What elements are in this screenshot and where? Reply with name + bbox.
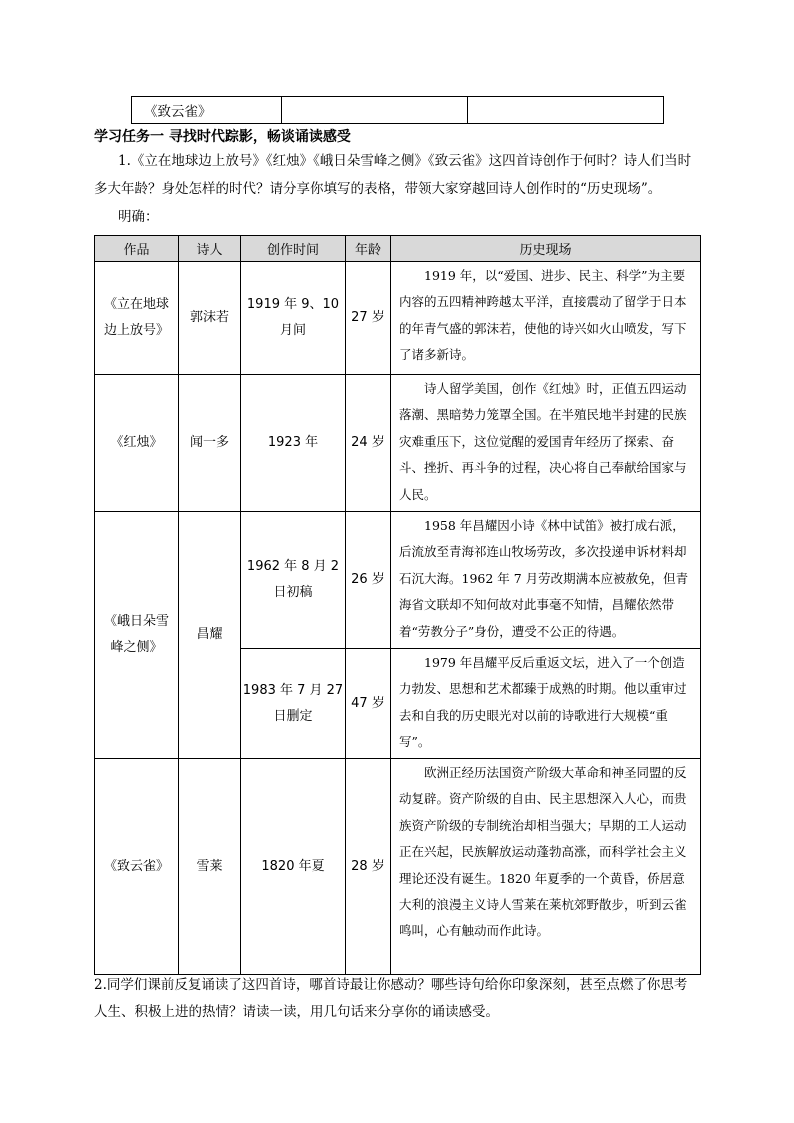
- header-history: 历史现场: [391, 236, 701, 262]
- cell-work: 《立在地球 边上放号》: [95, 262, 179, 375]
- cell-age: 27 岁: [346, 262, 391, 375]
- table-cell-work: 《致云雀》: [132, 97, 282, 124]
- header-age: 年龄: [346, 236, 391, 262]
- table-row: [132, 97, 664, 124]
- question-1-line-2: 多大年龄？身处怎样的时代？请分享你填写的表格，带领大家穿越回诗人创作时的“历史现场”。: [94, 181, 662, 197]
- clarify-label: 明确：: [118, 209, 159, 225]
- question-2-line-1: 2.同学们课前反复诵读了这四首诗，哪首诗最让你感动？哪些诗句给你印象深刻，甚至点燃了你思考: [94, 977, 688, 993]
- cell-age: 26 岁: [346, 512, 391, 649]
- table-cell-empty: [468, 97, 664, 124]
- cell-history: 1979 年昌耀平反后重返文坛，进入了一个创造力勃发、思想和艺术都臻于成熟的时期。他以重审过去和自我的历史眼光对以前的诗歌进行大规模“重写”。: [391, 649, 701, 759]
- header-work: 作品: [95, 236, 179, 262]
- question-1-line-1: 1.《立在地球边上放号》《红烛》《峨日朵雪峰之侧》《致云雀》这四首诗创作于何时？诗人们当时: [118, 153, 692, 169]
- cell-time: 1923 年: [241, 375, 346, 512]
- cell-age: 28 岁: [346, 759, 391, 975]
- poetry-context-table: [94, 235, 701, 975]
- table-row: [95, 375, 701, 512]
- cell-work: 《峨日朵雪 峰之侧》: [95, 512, 179, 759]
- header-time: 创作时间: [241, 236, 346, 262]
- cell-time: 1962 年 8 月 2 日初稿: [241, 512, 346, 649]
- cell-poet: 郭沫若: [179, 262, 241, 375]
- table-row: [95, 262, 701, 375]
- cell-work: 《红烛》: [95, 375, 179, 512]
- cell-age: 24 岁: [346, 375, 391, 512]
- cell-history: 1958 年昌耀因小诗《林中试笛》被打成右派，后流放至青海祁连山牧场劳改，多次投递申诉材料却石沉大海。1962 年 7 月劳改期满本应被赦免，但青海省文联却不知何故对此事毫不知情，昌耀依然带着“劳教分子”身份，遭受不公正的待遇。: [391, 512, 701, 649]
- cell-history: 欧洲正经历法国资产阶级大革命和神圣同盟的反动复辟。资产阶级的自由、民主思想深入人心，而贵族资产阶级的专制统治却相当强大；早期的工人运动正在兴起，民族解放运动蓬勃高涨，而科学社会主义理论还没有诞生。1820 年夏季的一个黄昏，侨居意大利的浪漫主义诗人雪莱在莱杭郊野散步，听到云雀鸣叫，心有触动而作此诗。: [391, 759, 701, 975]
- cell-time: 1919 年 9、10 月间: [241, 262, 346, 375]
- cell-history: 1919 年，以“爱国、进步、民主、科学”为主要内容的五四精神跨越太平洋，直接震动了留学于日本的年青气盛的郭沫若，使他的诗兴如火山喷发，写下了诸多新诗。: [391, 262, 701, 375]
- cell-poet: 闻一多: [179, 375, 241, 512]
- cell-history: 诗人留学美国，创作《红烛》时，正值五四运动落潮、黑暗势力笼罩全国。在半殖民地半封建的民族灾难重压下，这位觉醒的爱国青年经历了探索、奋斗、挫折、再斗争的过程，决心将自己奉献给国家与人民。: [391, 375, 701, 512]
- header-poet: 诗人: [179, 236, 241, 262]
- table-row: [95, 759, 701, 975]
- previous-table-fragment: [131, 96, 664, 124]
- cell-work: 《致云雀》: [95, 759, 179, 975]
- table-header-row: [95, 236, 701, 262]
- table-cell-empty: [282, 97, 468, 124]
- table-row: [95, 512, 701, 649]
- cell-age: 47 岁: [346, 649, 391, 759]
- task-heading: 学习任务一 寻找时代踪影，畅谈诵读感受: [94, 129, 351, 145]
- cell-time: 1983 年 7 月 27 日删定: [241, 649, 346, 759]
- cell-time: 1820 年夏: [241, 759, 346, 975]
- cell-poet: 昌耀: [179, 512, 241, 759]
- question-2-line-2: 人生、积极上进的热情？请读一读，用几句话来分享你的诵读感受。: [94, 1004, 499, 1020]
- cell-poet: 雪莱: [179, 759, 241, 975]
